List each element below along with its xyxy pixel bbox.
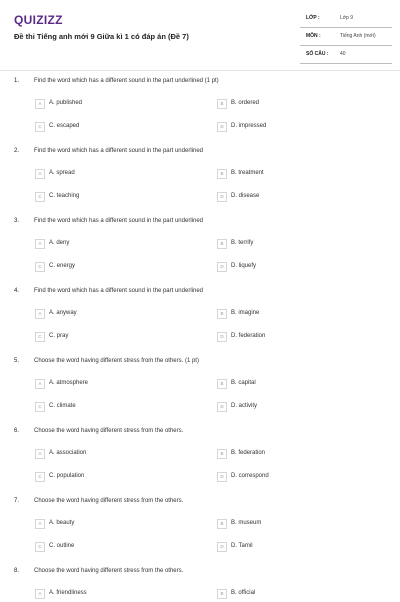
meta-label: MÔN : [306,33,321,39]
option-text: C. outline [49,543,75,549]
option-key-box: B [217,589,227,599]
question-number: 1. [14,78,20,84]
question-text: Find the word which has a different sound in the part underlined [34,288,203,294]
option-text: B. imagine [231,310,260,316]
option-key-box: B [217,379,227,389]
question-item [0,428,400,498]
option-text: D. correspond [231,473,269,479]
option-text: A. published [49,100,83,106]
meta-row-class [300,10,392,28]
question-number: 6. [14,428,20,434]
worksheet-title: Đề thi Tiếng anh mới 9 Giữa kì 1 có đáp án (Đề 7) [14,32,189,41]
option-key-box: A [35,309,45,319]
option-key-box: D [217,262,227,272]
question-number: 4. [14,288,20,294]
option-text: A. anyway [49,310,77,316]
option-text: B. capital [231,380,256,386]
question-text: Find the word which has a different sound in the part underlined (1 pt) [34,78,219,84]
option-text: B. official [231,590,256,596]
question-item [0,288,400,358]
option-key-box: D [217,332,227,342]
question-text: Choose the word having different stress from the others. [34,498,184,504]
meta-value: Tiếng Anh (mới) [340,33,376,39]
option-key-box: B [217,519,227,529]
option-text: D. federation [231,333,266,339]
option-text: C. population [49,473,85,479]
option-text: A. association [49,450,87,456]
option-text: B. federation [231,450,266,456]
option-text: A. atmosphere [49,380,89,386]
option-key-box: B [217,169,227,179]
meta-row-count [300,46,392,64]
option-text: D. disease [231,193,260,199]
worksheet-header [0,0,400,71]
option-key-box: A [35,379,45,389]
option-key-box: D [217,402,227,412]
question-item [0,358,400,428]
meta-label: SỐ CÂU : [306,51,329,57]
option-text: B. terrify [231,240,254,246]
question-item [0,78,400,148]
meta-label: LỚP : [306,15,320,21]
option-text: C. teaching [49,193,80,199]
option-key-box: C [35,472,45,482]
option-text: D. activity [231,403,258,409]
option-key-box: C [35,542,45,552]
option-key-box: D [217,542,227,552]
option-key-box: A [35,589,45,599]
option-text: B. ordered [231,100,260,106]
question-text: Find the word which has a different sound in the part underlined [34,148,203,154]
option-key-box: B [217,449,227,459]
option-key-box: A [35,519,45,529]
question-text: Choose the word having different stress from the others. [34,428,184,434]
option-key-box: D [217,472,227,482]
option-key-box: C [35,192,45,202]
question-item [0,218,400,288]
option-text: C. climate [49,403,76,409]
option-key-box: A [35,99,45,109]
option-text: C. energy [49,263,76,269]
question-item [0,568,400,602]
option-text: A. beauty [49,520,75,526]
question-item [0,148,400,218]
question-number: 7. [14,498,20,504]
option-key-box: C [35,332,45,342]
question-item [0,498,400,568]
question-list [0,78,400,602]
meta-value: 40 [340,51,346,57]
meta-row-subject [300,28,392,46]
option-key-box: A [35,449,45,459]
option-text: D. liquefy [231,263,257,269]
option-key-box: B [217,239,227,249]
option-key-box: A [35,169,45,179]
option-text: B. museum [231,520,262,526]
option-key-box: C [35,402,45,412]
question-text: Choose the word having different stress from the others. (1 pt) [34,358,199,364]
option-text: A. deny [49,240,70,246]
quizizz-logo: QUIZIZZ [14,13,63,27]
question-text: Find the word which has a different sound in the part underlined [34,218,203,224]
option-key-box: B [217,309,227,319]
option-text: C. escaped [49,123,80,129]
option-text: C. pray [49,333,69,339]
meta-value: Lớp 9 [340,15,354,21]
option-text: D. impressed [231,123,267,129]
question-number: 5. [14,358,20,364]
option-text: B. treatment [231,170,264,176]
question-number: 2. [14,148,20,154]
option-key-box: C [35,122,45,132]
question-number: 3. [14,218,20,224]
question-text: Choose the word having different stress from the others. [34,568,184,574]
option-text: A. friendliness [49,590,87,596]
option-key-box: D [217,192,227,202]
option-key-box: C [35,262,45,272]
option-key-box: A [35,239,45,249]
question-number: 8. [14,568,20,574]
option-text: A. spread [49,170,75,176]
option-text: D. Tamil [231,543,253,549]
option-key-box: B [217,99,227,109]
option-key-box: D [217,122,227,132]
meta-info-box [300,10,392,64]
